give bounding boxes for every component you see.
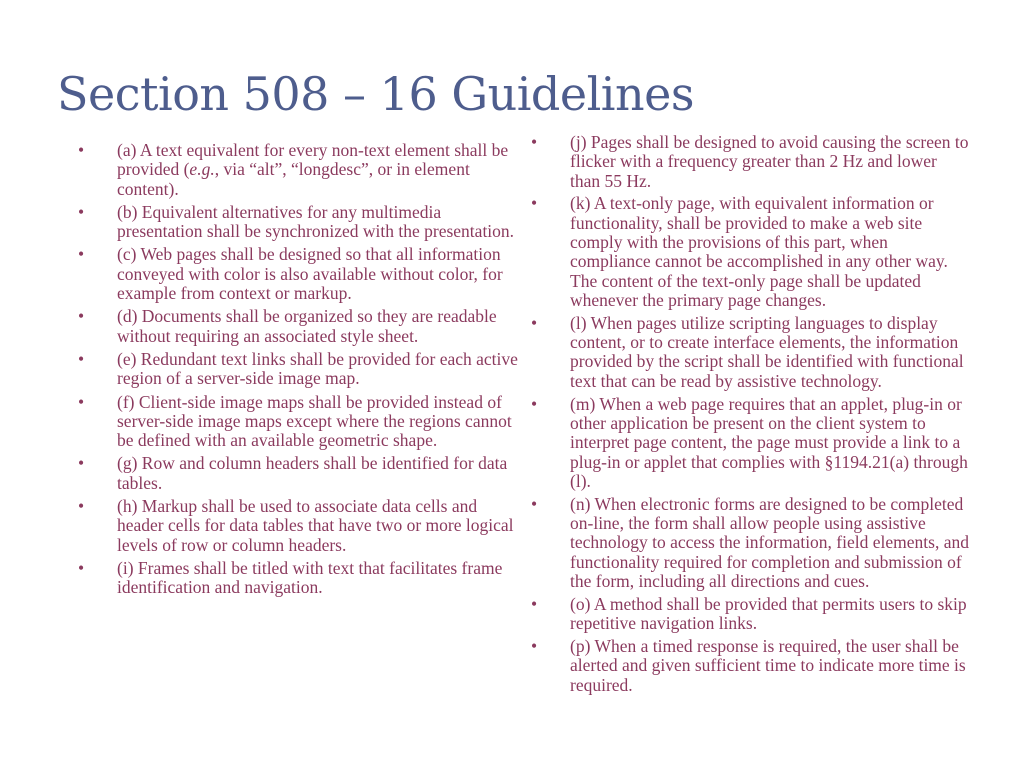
guideline-text: (k) A text-only page, with equivalent information or functionality, shall be provided to make a web site comply with the provisions of this part, when compliance cannot be accomplished in any other way. The content of the text-only page shall be updated whenever the primary page changes. [570, 193, 948, 310]
guideline-item [78, 454, 518, 493]
slide-title: Section 508 – 16 Guidelines [57, 67, 694, 121]
bullet-icon: • [78, 244, 85, 265]
bullet-icon: • [78, 348, 85, 369]
guideline-text: (d) Documents shall be organized so they are readable without requiring an associated style sheet. [117, 306, 497, 346]
guideline-item [78, 245, 518, 303]
bullet-icon: • [531, 193, 538, 214]
guideline-item [78, 307, 518, 346]
bullet-icon: • [78, 140, 85, 160]
guideline-item [531, 495, 971, 591]
guideline-item [531, 133, 971, 191]
guideline-text: (c) Web pages shall be designed so that all information conveyed with color is also available without color, for example from context or markup. [117, 244, 503, 304]
guidelines-left-column [78, 141, 518, 602]
guideline-item [78, 393, 518, 451]
guideline-item [531, 637, 971, 695]
guideline-text-emphasis: e.g. [189, 159, 215, 180]
guideline-text: (e) Redundant text links shall be provided for each active region of a server-side image map. [117, 348, 518, 389]
guideline-text: (p) When a timed response is required, the user shall be alerted and given sufficient time to indicate more time is required. [570, 635, 966, 695]
guideline-item [78, 497, 518, 555]
guideline-text: (o) A method shall be provided that permits users to skip repetitive navigation links. [570, 593, 967, 634]
guideline-text: (a) A text equivalent for every non-text element shall be provided ( [117, 140, 509, 180]
guideline-text: (f) Client-side image maps shall be provided instead of server-side image maps except where the regions cannot be defined with an available geometric shape. [117, 391, 512, 451]
bullet-icon: • [531, 593, 538, 614]
guideline-item [531, 314, 971, 391]
bullet-icon: • [531, 312, 538, 333]
guideline-text: (b) Equivalent alternatives for any multimedia presentation shall be synchronized with the presentation. [117, 201, 515, 242]
guidelines-right-column [531, 133, 971, 698]
guideline-item [78, 203, 518, 242]
guideline-item [78, 559, 518, 598]
bullet-icon: • [531, 493, 538, 514]
guideline-text: (j) Pages shall be designed to avoid causing the screen to flicker with a frequency greater than 2 Hz and lower than 55 Hz. [570, 132, 969, 191]
guideline-item [531, 595, 971, 634]
guideline-item [531, 395, 971, 491]
guideline-text: (h) Markup shall be used to associate data cells and header cells for data tables that have two or more logical levels of row or column headers. [117, 496, 514, 555]
bullet-icon: • [78, 453, 85, 474]
guideline-item [78, 350, 518, 389]
bullet-icon: • [78, 306, 85, 327]
bullet-icon: • [78, 391, 85, 412]
guideline-text: (g) Row and column headers shall be identified for data tables. [117, 453, 508, 493]
bullet-icon: • [531, 393, 538, 414]
guideline-text: (i) Frames shall be titled with text that facilitates frame identification and navigation. [117, 557, 503, 598]
bullet-icon: • [78, 201, 85, 222]
bullet-icon: • [531, 132, 538, 152]
guideline-text: (m) When a web page requires that an applet, plug-in or other application be present on the client system to interpret page content, the page must provide a link to a plug-in or applet that complies with §1194.21(a) through (l). [570, 393, 968, 491]
bullet-icon: • [78, 557, 85, 578]
bullet-icon: • [78, 496, 85, 517]
guideline-text: , via “alt”, “longdesc”, or in element content). [117, 159, 470, 199]
guideline-text: (n) When electronic forms are designed to be completed on-line, the form shall allow people using assistive technology to access the information, field elements, and functionality required for completion and submission of the form, including all directions and cues. [570, 493, 969, 591]
guideline-item [531, 194, 971, 310]
guideline-item [78, 141, 518, 199]
guideline-text: (l) When pages utilize scripting languages to display content, or to create interface elements, the information provided by the script shall be identified with functional text that can be read by assistive technology. [570, 312, 964, 391]
bullet-icon: • [531, 635, 538, 656]
